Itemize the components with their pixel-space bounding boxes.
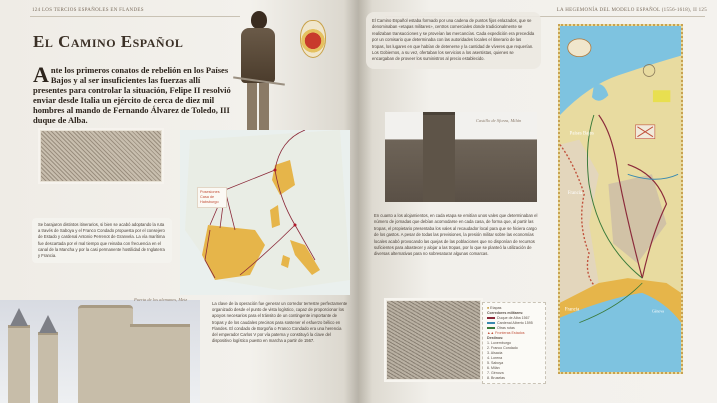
top-text: El Camino Español estaba formado por una cadena de puntos fijos enlazados, que se denominaban «etapas militares», centros comerciales donde tradicionalmente se realizaban transacciones y se proveían las mercancías. Cada expedición era precedida por un comisario que determinaba con las autoridades locales el itinerario de las tropas, los lugares en que habían de detenerse y la cantidad de víveres que requerían. Los Gobiernos, a su vez, ofertaban los servicios a los asentistas, quienes se encargaban de proveer los suministros al precio establecido. bbox=[366, 12, 541, 69]
legend-etapas: ■ Etapas bbox=[487, 306, 502, 310]
spanish-road-map bbox=[558, 24, 683, 374]
svg-text:Génova: Génova bbox=[651, 309, 664, 314]
legend-route: Otras rutas bbox=[487, 326, 541, 331]
bottom-text: La clave de la operación fue generar un corredor terrestre perfectamente organizado desde el punto de vista logístico, capaz de proporcionar los apoyos necesarios para el tránsito de un contingente importante de tropas y de los caudales precisos para sostener el esfuerzo bélico en Flandes. El condado de Borgoña o Franco Condado era una herencia del emperador Carlos V por vía paterna y constituyó la clave del dispositivo logístico puesto en marcha a partir de 1567. bbox=[212, 301, 348, 344]
battle-engraving bbox=[40, 130, 162, 182]
chapter-title: El Camino Español bbox=[33, 32, 184, 51]
map-legend bbox=[482, 302, 546, 384]
legend-destination: 2. Franco Condado bbox=[487, 346, 518, 350]
running-head-right: LA HEGEMONÍA DEL MODELO ESPAÑOL (1556-1618), II 125 bbox=[556, 8, 707, 13]
drop-cap: A bbox=[33, 62, 49, 87]
lead-text: nte los primeros conatos de rebelión en los Países Bajos y al ser insuficientes las fuerzas allí presentes para controlar la situación, Felipe II resolvió enviar desde Italia un ejército de cerca de diez mil hombres al mando de Fernando Álvarez de Toledo, III duque de Alba. bbox=[33, 65, 231, 125]
legend-destination: 5. Saboya bbox=[487, 361, 504, 365]
right-page bbox=[358, 0, 717, 403]
lead-paragraph bbox=[33, 62, 233, 125]
map-legend-label: Posesiones Casa de Habsburgo bbox=[197, 187, 227, 208]
middle-text: En cuanto a los alojamientos, en cada etapa se emitían unos vales que determinaban el número de jornadas que debían acomodarse en cada casa, de forma que, al partir las tropas, el propietario presentaba los vales al recaudador local para que se hiciera cargo de los gastos. A pesar de todas las previsiones, la presión militar sobre las economías locales acabó provocando las quejas de las poblaciones que no disponían de recursos suficientes para abastecer y alojar a las tropas, por lo que se planteó la utilización de diversas alternativas para no sobresaturar algunas comarcas. bbox=[374, 213, 538, 257]
legend-destination: 3. Alsacia bbox=[487, 351, 503, 355]
europe-route-map bbox=[180, 130, 350, 295]
legend-route: Duque de Alba 1567 bbox=[487, 316, 541, 321]
sidebar-text: Se barajaron distintos itinerarios, si bien se acabó adoptando la ruta a través de Saboya y el Franco Condado propuesta por el consejero de Estado y cardenal Antonio Perrenot de Granvela. La vía marítima fue descartada por el mal tiempo que reinaba con frecuencia en el canal de la Mancha y por la casi permanente hostilidad de Inglaterra y Francia. bbox=[32, 218, 172, 263]
legend-destination: 7. Génova bbox=[487, 371, 504, 375]
left-page bbox=[0, 0, 358, 403]
coat-of-arms-icon bbox=[300, 20, 326, 58]
legend-border: ▲▲ Fronteras Estados bbox=[487, 331, 525, 335]
metz-caption: Puerta de los alemanes, Metz bbox=[134, 297, 188, 302]
header-rule bbox=[30, 16, 240, 17]
legend-destination: 8. Bruselas bbox=[487, 376, 505, 380]
portrait-duke-of-alba bbox=[233, 8, 285, 148]
legend-route: Cardenal Alberto 1595 bbox=[487, 321, 541, 326]
svg-text:Países Bajos: Países Bajos bbox=[569, 131, 594, 137]
legend-destinations-title: Destinos: bbox=[487, 336, 504, 340]
legend-destination: 1. Luxemburgo bbox=[487, 341, 511, 345]
metz-gate-photo bbox=[0, 300, 200, 403]
sforza-castle-photo bbox=[385, 112, 537, 202]
legend-destination: 4. Lorena bbox=[487, 356, 503, 360]
running-head-left: 124 LOS TERCIOS ESPAÑOLES EN FLANDES bbox=[32, 8, 144, 13]
legend-routes-title: Corredores militares: bbox=[487, 311, 524, 315]
svg-text:Francia: Francia bbox=[564, 307, 580, 313]
troops-engraving bbox=[386, 300, 481, 380]
svg-text:Francia: Francia bbox=[567, 191, 583, 197]
sforza-caption: Castillo de Sforza, Milán bbox=[476, 118, 522, 123]
legend-destination: 6. Milán bbox=[487, 366, 500, 370]
